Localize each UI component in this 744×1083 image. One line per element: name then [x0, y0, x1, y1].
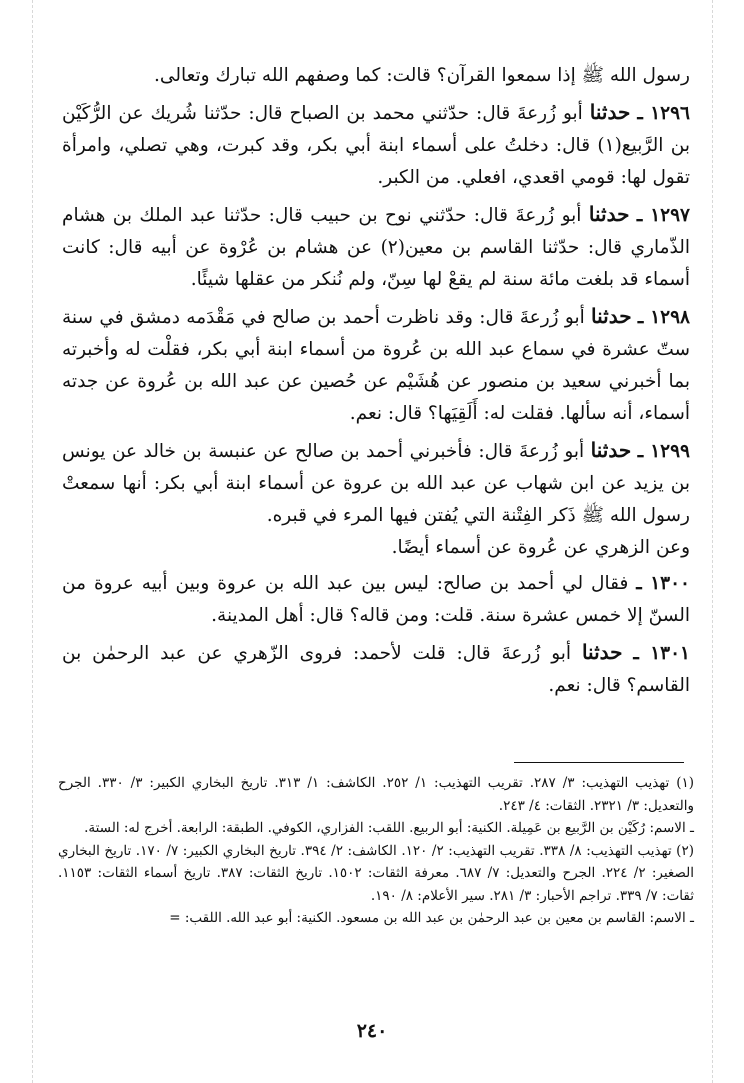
hadith-opener: حدثنا [581, 640, 623, 664]
hadith-number: ١٣٠٠ ـ [636, 573, 690, 594]
hadith-1299-addendum [62, 532, 690, 564]
hadith-number: ١٢٩٩ ـ [637, 441, 690, 462]
crease-guide-left [32, 0, 33, 1083]
footnote-mark: (١) [676, 775, 695, 791]
footnotes [58, 772, 694, 930]
hadith-1299 [62, 434, 690, 532]
hadith-text: أبو زُرعةَ قال: وقد ناظرت أحمد بن صالح في مَقْدَمه دمشق في سنة ستّ عشرة في سماع عبد الله بن عُروة من أسماء ابنة أبي بكر، فقلْت له وأخبرته بما أخبرني سعيد بن منصور عن هُشَيْم عن حُصين عن عبد الله بن عُروة عن جدته أسماء، أنه سألها. فقلت له: أَلَقِيَها؟ قال: نعم. [62, 307, 690, 424]
hadith-number: ١٢٩٦ ـ [637, 103, 690, 124]
hadith-opener: حدثنا [591, 304, 632, 328]
footnote-separator [514, 762, 684, 763]
hadith-1301 [62, 636, 690, 702]
hadith-number: ١٢٩٧ ـ [636, 205, 690, 226]
footnote-1-name [58, 817, 694, 840]
paragraph-text: وعن الزهري عن عُروة عن أسماء أيضًا. [391, 537, 690, 558]
hadith-1296 [62, 96, 690, 194]
hadith-1300 [62, 568, 690, 632]
hadith-text: أبو زُرعةَ قال: فأخبرني أحمد بن صالح عن عنبسة بن خالد عن يونس بن يزيد عن ابن شهاب عن عبد الله بن عروة عن أسماء ابنة أبي بكر: أنها سمعتْ رسول الله ﷺ ذَكر الفِتْنة التي يُفتن فيها المرء في قبره. [62, 441, 690, 526]
footnote-mark: (٢) [676, 842, 694, 859]
page-number: ٢٤٠ [356, 1020, 388, 1042]
hadith-1297 [62, 198, 690, 296]
hadith-text: فقال لي أحمد بن صالح: ليس بين عبد الله بن عروة وبين أبيه عروة من السنّ إلا خمس عشرة سنة. قلت: ومن قاله؟ قال: أهل المدينة. [62, 573, 690, 626]
hadith-opener: حدثنا [588, 202, 630, 226]
crease-guide-right [712, 0, 713, 1083]
footnote-text: ـ الاسم: القاسم بن معين بن عبد الرحمٰن بن عبد الله بن مسعود. الكنية: أبو عبد الله. اللقب: = [169, 910, 694, 926]
footnote-text: تهذيب التهذيب: ٨/ ٣٣٨. تقريب التهذيب: ٢/ ١٢٠. الكاشف: ٢/ ٣٩٤. تاريخ البخاري الكبير: ٧/ ١٧٠. تاريخ البخاري الصغير: ٢/ ٢٢٤. الجرح والتعديل: ٧/ ٦٨٧. معرفة الثقات: ١٥٠٢. تاريخ الثقات: ٣٨٧. تاريخ أسماء الثقات: ١١٥٣. ثقات: ٧/ ٣٣٩. تراجم الأحبار: ٣/ ٢٨١. سير الأعلام: ٨/ ١٩٠. [58, 842, 694, 904]
hadith-text: أبو زُرعةَ قال: حدّثني محمد بن الصباح قال: حدّثنا شُريك عن الرُّكَيْن بن الرَّبيع(١) قال: دخلتُ على أسماء ابنة أبي بكر، وقد كبرت، وهي تصلي، وامرأة تقول لها: قومي اقعدي، افعلي. من الكبر. [62, 103, 690, 188]
main-text [62, 60, 690, 706]
hadith-number: ١٢٩٨ ـ [637, 307, 690, 328]
footnote-1 [58, 772, 694, 817]
paragraph-intro [62, 60, 690, 92]
footnote-2 [58, 840, 694, 908]
paragraph-text: رسول الله ﷺ إذا سمعوا القرآن؟ قالت: كما وصفهم الله تبارك وتعالى. [154, 65, 690, 86]
hadith-opener: حدثنا [590, 438, 632, 462]
footnote-2-name [58, 907, 694, 930]
footnote-text: تهذيب التهذيب: ٣/ ٢٨٧. تقريب التهذيب: ١/ ٢٥٢. الكاشف: ١/ ٣١٣. تاريخ البخاري الكبير: ٣/ ٣٣٠. الجرح والتعديل: ٣/ ٢٣٢١. الثقات: ٤/ ٢٤٣. [58, 775, 694, 814]
hadith-1298 [62, 300, 690, 430]
footnote-text: ـ الاسم: رُكَيْن بن الرَّبيع بن عَمِيلة. الكنية: أبو الربيع. اللقب: الفزاري، الكوفي. الطبقة: الرابعة. أخرج له: الستة. [84, 820, 694, 836]
hadith-text: أبو زُرعةَ قال: قلت لأحمد: فروى الزّهري عن عبد الرحمٰن بن القاسم؟ قال: نعم. [62, 643, 690, 696]
hadith-opener: حدثنا [589, 100, 631, 124]
hadith-text: أبو زُرعةَ قال: حدّثني نوح بن حبيب قال: حدّثنا عبد الملك بن هشام الذّماري قال: حدّثنا القاسم بن معين(٢) عن هشام بن عُرْوة عن أبيه قال: كانت أسماء قد بلغت مائة سنة لم يقعْ لها سِنّ، ولم نُنكر من عقلها شيئًا. [62, 205, 690, 290]
hadith-number: ١٣٠١ ـ [633, 643, 690, 664]
